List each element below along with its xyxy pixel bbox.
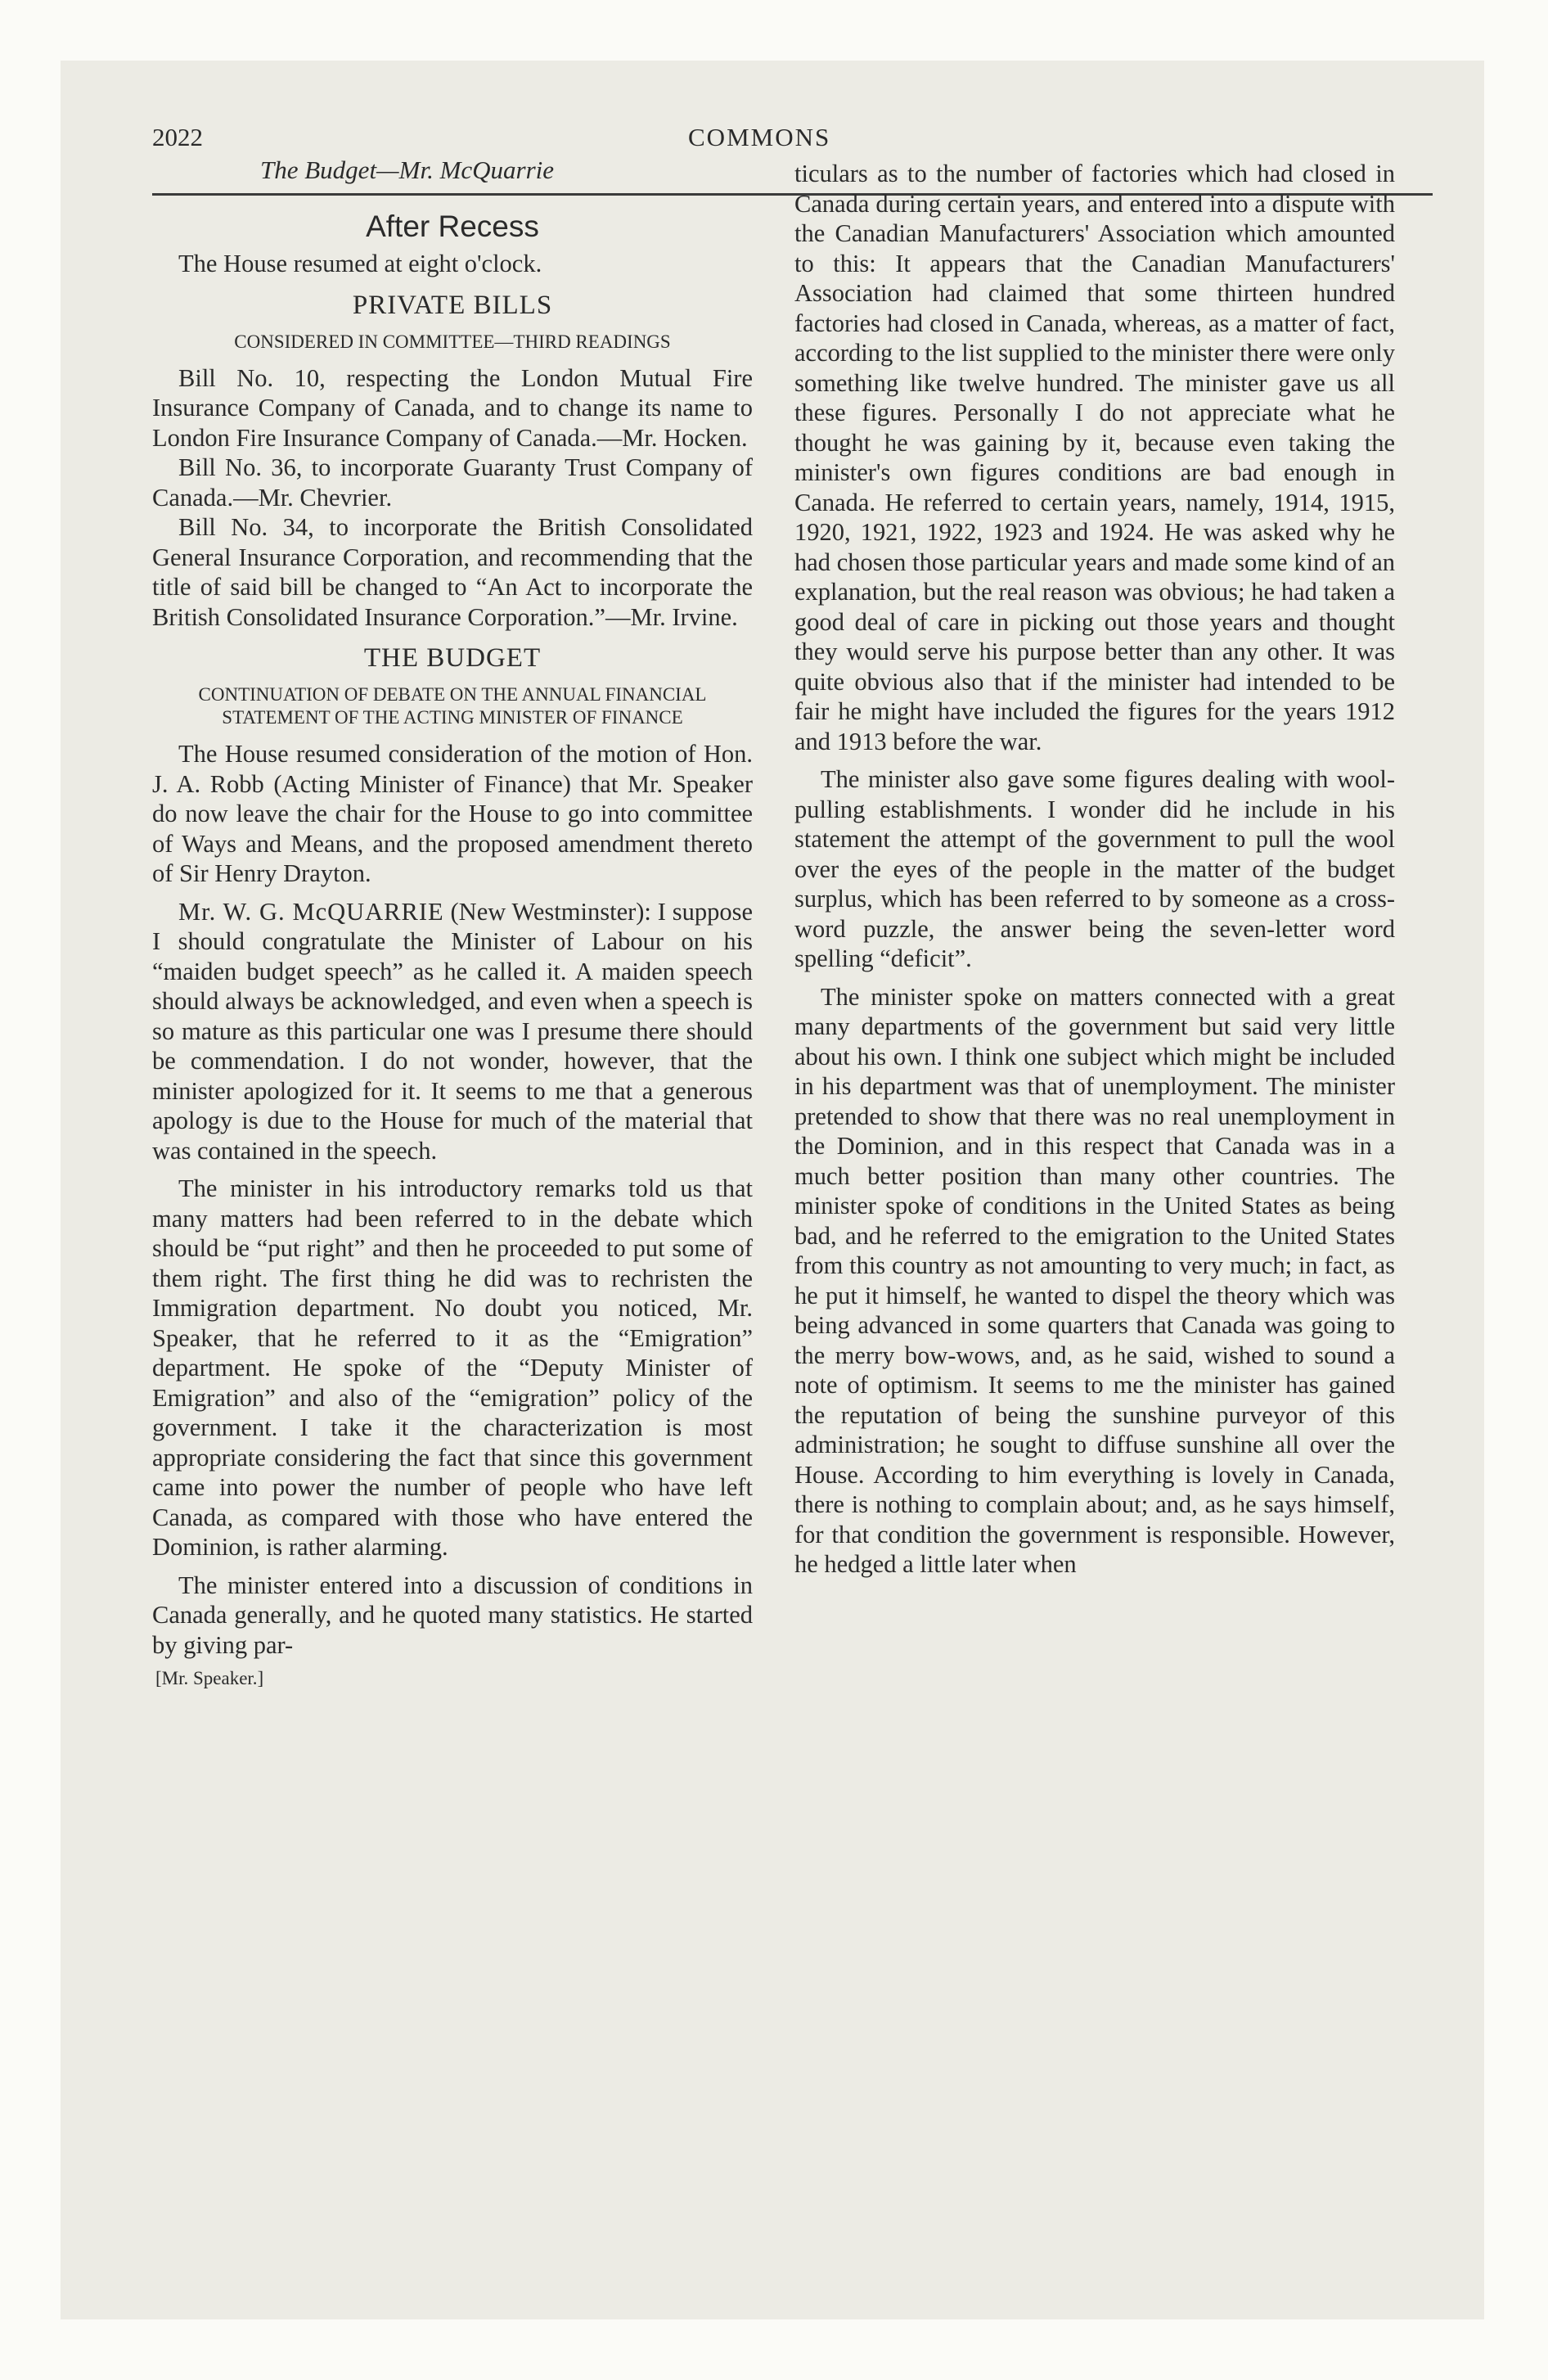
unemployment-paragraph: The minister spoke on matters connected with a great many departments of the government but said very little about his own. I think one subject which might be included in his department was that of unemployment. The minister pretended to show that there was no real unemployment in the Dominion, and in this respect that Canada was in a much better position than many other countries. The minister spoke of conditions in the United States as being bad, and he referred to the emigration to the United States from this country as not amounting to very much; in fact, as he put it himself, he wanted to dispel the theory which was being advanced in some quarters that Canada was going to the merry bow-wows, and, as he said, wished to sound a note of optimism. It seems to me the minister has gained the reputation of being the sunshine purveyor of this administration; he sought to diffuse sunshine all over the House. According to him everything is lovely in Canada, there is nothing to complain about; and, as he says himself, for that condition the government is responsible. However, he hedged a little later when — [794, 982, 1395, 1578]
section-title: COMMONS — [688, 123, 831, 151]
after-recess-heading: After Recess — [366, 210, 539, 243]
statistics-paragraph: The minister entered into a discussion of conditions in Canada generally, and he quoted many statistics. He started by giving par- — [152, 1571, 753, 1659]
speech-opening-paragraph — [152, 897, 753, 1166]
speaker-name: Mr. W. G. McQUARRIE — [178, 897, 444, 926]
private-bills-subheading: CONSIDERED IN COMMITTEE—THIRD READINGS — [234, 331, 671, 352]
right-column — [794, 159, 1395, 1580]
budget-subheading: CONTINUATION OF DEBATE ON THE ANNUAL FINANCIAL STATEMENT OF THE ACTING MINISTER OF FINANCE — [198, 684, 707, 728]
emigration-paragraph: The minister in his introductory remarks told us that many matters had been referred to in the debate which should be “put right” and then he proceeded to put some of them right. The first thing he did was to rechristen the Immigration department. No doubt you noticed, Mr. Speaker, that he referred to it as the “Emigration” department. He spoke of the “Deputy Minister of Emigration” and also of the “emigration” policy of the government. I take it the characterization is most appropriate considering the fact that since this government came into power the number of people who have left Canada, as compared with those who have entered the Dominion, is rather alarming. — [152, 1174, 753, 1561]
private-bills-heading: PRIVATE BILLS — [352, 290, 553, 320]
page-number: 2022 — [152, 123, 203, 151]
bill-34-text: Bill No. 34, to incorporate the British Consolidated General Insurance Corporation, and recommending that the title of said bill be changed to “An Act to incorporate the British Consolidated Insurance Corporation.”—Mr. Irvine. — [152, 513, 753, 631]
wool-pulling-paragraph: The minister also gave some figures dealing with wool-pulling establishments. I wonder did he include in his statement the attempt of the government to pull the wool over the eyes of the people in the matter of the budget surplus, which has been referred to by someone as a cross-word puzzle, the answer being the seven-letter word spelling “deficit”. — [794, 765, 1395, 972]
bill-10-text: Bill No. 10, respecting the London Mutual Fire Insurance Company of Canada, and to change its name to London Fire Insurance Company of Canada.—Mr. Hocken. — [152, 363, 753, 452]
bill-36-text: Bill No. 36, to incorporate Guaranty Trust Company of Canada.—Mr. Chevrier. — [152, 453, 753, 512]
motion-paragraph: The House resumed consideration of the motion of Hon. J. A. Robb (Acting Minister of Finance) that Mr. Speaker do now leave the chair for the House to go into committee of Ways and Means, and the proposed amendment thereto of Sir Henry Drayton. — [152, 740, 753, 887]
factories-paragraph: ticulars as to the number of factories which had closed in Canada during certain years, and entered into a dispute with the Canadian Manufacturers' Association which amounted to this: It appears that the Canadian Manufacturers' Association had claimed that some thirteen hundred factories had closed in Canada, whereas, as a matter of fact, according to the list supplied to the minister there were only something like twelve hundred. The minister gave us all these figures. Personally I do not appreciate what he thought he was gaining by it, because even taking the minister's own figures conditions are bad enough in Canada. He referred to certain years, namely, 1914, 1915, 1920, 1921, 1922, 1923 and 1924. He was asked why he had chosen those particular years and made some kind of an explanation, but the real reason was obvious; he had taken a good deal of care in picking out those years and thought they would serve his purpose better than any other. It was quite obvious also that if the minister had intended to be fair he might have included the figures for the years 1912 and 1913 before the war. — [794, 160, 1395, 755]
speech-opening-text: (New Westminster): I suppose I should congratulate the Minister of Labour on his “maiden budget speech” as he called it. A maiden speech should always be acknowledged, and even when a speech is so mature as this particular one was I presume there should be commendation. I do not wonder, however, that the minister apologized for it. It seems to me that a generous apology is due to the House for much of the material that was contained in the speech. — [152, 897, 754, 1165]
left-column — [152, 205, 753, 1689]
hansard-page — [152, 115, 1412, 2226]
resumed-text: The House resumed at eight o'clock. — [178, 250, 542, 277]
budget-heading: THE BUDGET — [363, 643, 542, 673]
running-title: The Budget—Mr. McQuarrie — [260, 156, 555, 184]
footer-speaker-note: [Mr. Speaker.] — [155, 1668, 264, 1688]
